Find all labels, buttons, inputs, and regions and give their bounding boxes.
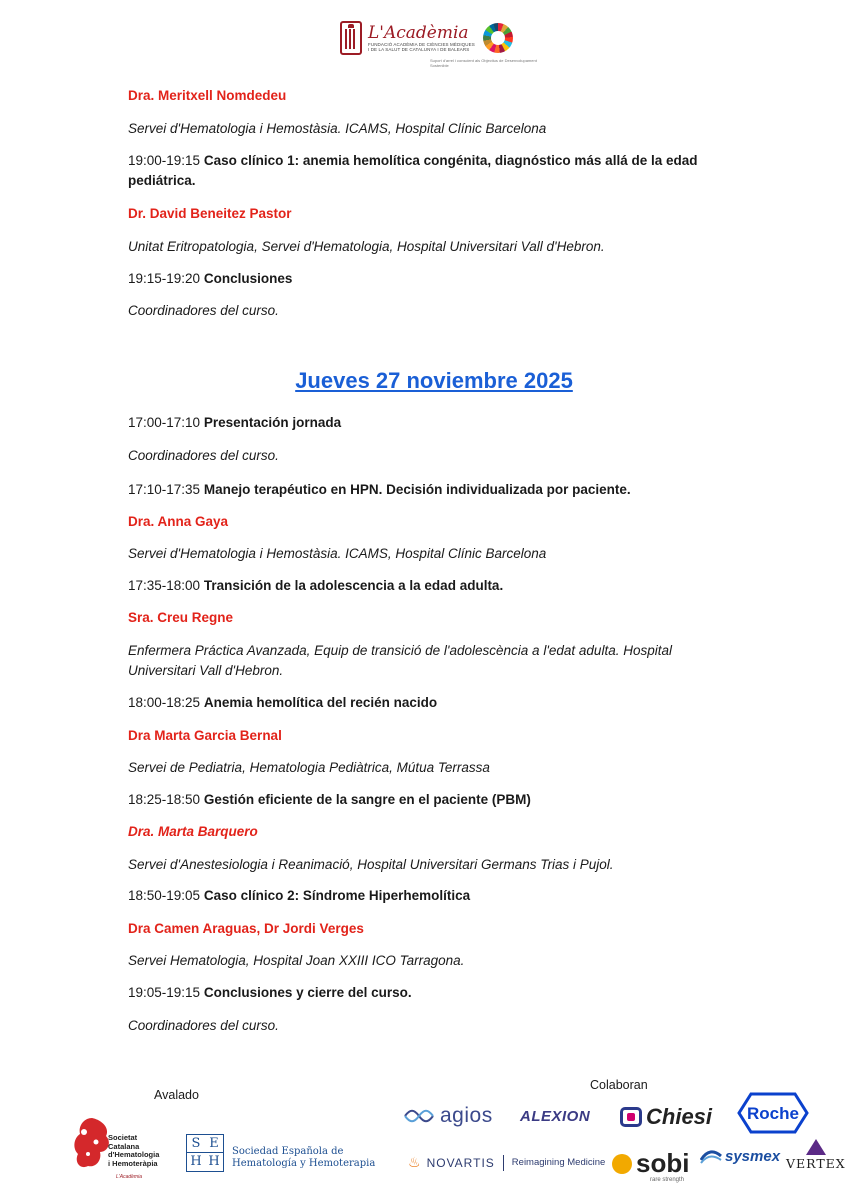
academia-emblem-icon <box>340 21 362 55</box>
session-title: Conclusiones <box>203 271 293 286</box>
session-time: 18:00-18:25 <box>128 695 201 710</box>
sdg-caption: Suport d'arrel i conscient als Objectius de Desenvolupament Sostenible <box>430 58 537 68</box>
speaker-affiliation: Servei d'Hematologia i Hemostàsia. ICAMS, Hospital Clínic Barcelona <box>128 121 547 136</box>
session-line <box>128 151 697 171</box>
speaker-affiliation: Enfermera Práctica Avanzada, Equip de transició de l'adolescència a l'edat adulta. Hospital <box>128 643 672 658</box>
colaboran-label: Colaboran <box>590 1078 648 1092</box>
chiesi-mark-icon <box>620 1107 642 1127</box>
speaker-affiliation: Servei d'Hematologia i Hemostàsia. ICAMS, Hospital Clínic Barcelona <box>128 546 547 561</box>
speaker-affiliation: Servei de Pediatria, Hematologia Pediàtrica, Mútua Terrassa <box>128 760 490 775</box>
coordinators-note: Coordinadores del curso. <box>128 1018 279 1033</box>
session-title: Caso clínico 2: Síndrome Hiperhemolítica <box>203 888 471 903</box>
session-title-cont: pediátrica. <box>128 173 196 188</box>
sehh-logo-icon: S E H H <box>186 1134 224 1172</box>
vertex-logo: VERTEX <box>786 1138 846 1171</box>
academia-name: L'Acadèmia <box>368 23 469 43</box>
sobi-logo: sobi <box>612 1148 689 1179</box>
speaker-affiliation-cont: Universitari Vall d'Hebron. <box>128 663 284 678</box>
avalado-label: Avalado <box>154 1088 199 1102</box>
session-title: Presentación jornada <box>203 415 342 430</box>
speaker-affiliation: Servei d'Anestesiologia i Reanimació, Hospital Universitari Germans Trias i Pujol. <box>128 857 614 872</box>
session-time: 17:35-18:00 <box>128 578 201 593</box>
session-title: Transición de la adolescencia a la edad adulta. <box>203 578 504 593</box>
session-line <box>128 790 531 810</box>
session-title: Gestión eficiente de la sangre en el paciente (PBM) <box>203 792 531 807</box>
vertex-triangle-icon <box>805 1138 827 1156</box>
session-time: 18:50-19:05 <box>128 888 201 903</box>
session-time: 19:15-19:20 <box>128 271 201 286</box>
academia-subtitle-1: FUNDACIÓ ACADÈMIA DE CIÈNCIES MÈDIQUES <box>368 42 475 47</box>
session-time: 19:05-19:15 <box>128 985 201 1000</box>
session-title: Manejo terapéutico en HPN. Decisión individualizada por paciente. <box>203 482 631 497</box>
agios-wave-icon <box>404 1108 434 1124</box>
chiesi-logo: Chiesi <box>620 1104 712 1130</box>
speaker-name: Dr. David Beneitez Pastor <box>128 206 292 221</box>
speaker-affiliation: Servei Hematologia, Hospital Joan XXIII ICO Tarragona. <box>128 953 465 968</box>
academia-subtitle-2: I DE LA SALUT DE CATALUNYA I DE BALEARS <box>368 47 470 52</box>
session-time: 17:00-17:10 <box>128 415 201 430</box>
day-title: Jueves 27 noviembre 2025 <box>295 368 573 393</box>
sysmex-swoosh-icon <box>700 1150 722 1164</box>
speaker-name: Dra. Marta Barquero <box>128 824 258 839</box>
session-time: 18:25-18:50 <box>128 792 201 807</box>
novartis-flame-icon: ♨ <box>408 1154 422 1170</box>
sehh-name: Sociedad Española de Hematología y Hemoterapia <box>232 1146 376 1169</box>
alexion-logo: ALEXION <box>520 1108 591 1125</box>
session-line <box>128 886 470 906</box>
novartis-logo: ♨ NOVARTIS Reimagining Medicine <box>408 1154 606 1170</box>
speaker-name: Sra. Creu Regne <box>128 610 234 625</box>
academia-logo <box>340 18 513 58</box>
sysmex-logo: sysmex <box>700 1148 780 1165</box>
sobi-tagline: rare strength <box>650 1177 685 1183</box>
svg-text:Roche: Roche <box>747 1104 799 1123</box>
speaker-name: Dra Marta Garcia Bernal <box>128 728 282 743</box>
session-time: 19:00-19:15 <box>128 153 201 168</box>
coordinators-note: Coordinadores del curso. <box>128 303 279 318</box>
session-line <box>128 269 292 289</box>
roche-logo <box>737 1092 809 1134</box>
speaker-name: Dra. Meritxell Nomdedeu <box>128 88 287 103</box>
speaker-name: Dra Camen Araguas, Dr Jordi Verges <box>128 921 364 936</box>
session-title: Anemia hemolítica del recién nacido <box>203 695 438 710</box>
session-title: Conclusiones y cierre del curso. <box>203 985 412 1000</box>
session-time: 17:10-17:35 <box>128 482 201 497</box>
coordinators-note: Coordinadores del curso. <box>128 448 279 463</box>
sdg-wheel-icon <box>483 23 513 53</box>
session-line-cont <box>128 171 196 191</box>
sobi-dot-icon <box>612 1154 632 1174</box>
session-line <box>128 983 412 1003</box>
scht-name: Societat Catalana d'Hematologia i Hemoteràpia <box>108 1133 160 1168</box>
speaker-name: Dra. Anna Gaya <box>128 514 229 529</box>
session-line <box>128 576 503 596</box>
agios-logo: agios <box>404 1104 493 1128</box>
scht-sub: L'Acadèmia <box>116 1174 142 1180</box>
session-line <box>128 693 437 713</box>
speaker-affiliation: Unitat Eritropatologia, Servei d'Hematologia, Hospital Universitari Vall d'Hebron. <box>128 239 605 254</box>
session-line <box>128 413 341 433</box>
session-title: Caso clínico 1: anemia hemolítica congénita, diagnóstico más allá de la edad <box>203 153 698 168</box>
session-line <box>128 480 631 500</box>
